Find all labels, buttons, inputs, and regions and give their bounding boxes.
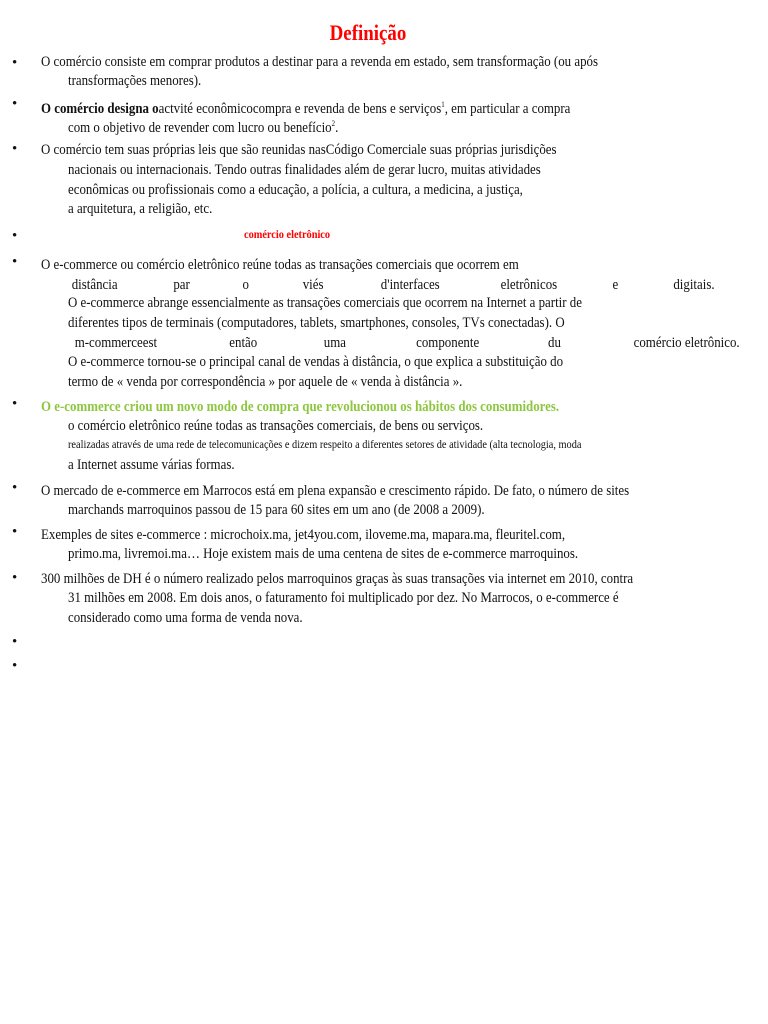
word: digitais. (673, 277, 715, 293)
paragraph-line: 300 milhões de DH é o número realizado pelos marroquinos graças às suas transações via internet em 2010, contra (41, 571, 634, 587)
text-span: com o objetivo de revender com lucro ou benefício (68, 120, 332, 136)
word: m-commerceest (74, 335, 158, 351)
bullet-icon: • (12, 141, 18, 157)
paragraph-line: a Internet assume várias formas. (68, 457, 235, 473)
word: du (547, 335, 561, 351)
paragraph-line: O e-commerce tornou-se o principal canal de vendas à distância, o que explica a substituição do (68, 354, 564, 370)
paragraph-line-justified (68, 334, 748, 352)
paragraph-line: nacionais ou internacionais. Tendo outras finalidades além de gerar lucro, muitas atividades (68, 162, 541, 178)
word: uma (323, 335, 347, 351)
page-title: Definição (329, 20, 407, 45)
word: então (228, 335, 257, 351)
bullet-icon: • (12, 658, 18, 674)
paragraph-line: o comércio eletrônico reúne todas as transações comerciais, de bens ou serviços. (68, 418, 484, 434)
word: e (612, 277, 619, 293)
footnote-mark: 1 (441, 100, 445, 109)
bullet-icon: • (12, 254, 18, 270)
word: comércio eletrônico. (633, 335, 740, 351)
paragraph-line: O comércio consiste em comprar produtos a destinar para a revenda em estado, sem transformação (ou após (41, 54, 599, 70)
paragraph-line: Exemples de sites e-commerce : microchoix.ma, jet4you.com, iloveme.ma, mapara.ma, fleuritel.com, (41, 527, 566, 543)
paragraph-line: diferentes tipos de terminais (computadores, tablets, smartphones, consoles, TVs conectadas). O (68, 315, 565, 331)
word: viés (302, 277, 324, 293)
paragraph-line: a arquitetura, a religião, etc. (68, 201, 213, 217)
paragraph-line-small: realizadas através de uma rede de telecomunicações e dizem respeito a diferentes setores de atividade (alta tecnologia, moda (68, 437, 582, 451)
footnote-mark: 2 (331, 119, 336, 128)
paragraph-line (68, 115, 338, 137)
paragraph-line-justified (68, 276, 718, 294)
text-span: , em particular a compra (444, 101, 571, 117)
highlight-line: O e-commerce criou um novo modo de compra que revolucionou os hábitos dos consumidores. (41, 399, 560, 415)
bullet-icon: • (12, 634, 18, 650)
paragraph-line: primo.ma, livremoi.ma… Hoje existem mais de uma centena de sites de e-commerce marroquinos. (68, 546, 579, 562)
bullet-icon: • (12, 396, 18, 412)
bullet-icon: • (12, 55, 18, 71)
paragraph-line: O comércio tem suas próprias leis que são reunidas nasCódigo Comerciale suas próprias jurisdições (41, 142, 557, 158)
word: distância (71, 277, 118, 293)
word: par (173, 277, 191, 293)
text-span: actvité econômicocompra e revenda de bens e serviços (158, 101, 442, 117)
paragraph-line: 31 milhões em 2008. Em dois anos, o faturamento foi multiplicado por dez. No Marrocos, o e-commerce é (68, 590, 619, 606)
bullet-icon: • (12, 480, 18, 496)
paragraph-line: O mercado de e-commerce em Marrocos está em plena expansão e crescimento rápido. De fato, o número de sites (41, 483, 630, 499)
word: o (242, 277, 250, 293)
paragraph-line: econômicas ou profissionais como a educação, a polícia, a cultura, a medicina, a justiça, (68, 182, 523, 198)
paragraph-line: marchands marroquinos passou de 15 para 60 sites em um ano (de 2008 a 2009). (68, 502, 485, 518)
paragraph-line: considerado como uma forma de venda nova. (68, 610, 303, 626)
paragraph-line: O e-commerce ou comércio eletrônico reúne todas as transações comerciais que ocorrem em (41, 257, 519, 273)
word: eletrônicos (500, 277, 557, 293)
bold-text: O comércio designa o (41, 101, 159, 117)
text-span: . (335, 120, 339, 136)
paragraph-line: O e-commerce abrange essencialmente as transações comerciais que ocorrem na Internet a partir de (68, 295, 582, 311)
section-heading: comércio eletrônico (244, 227, 331, 241)
bullet-icon: • (12, 228, 18, 244)
bullet-icon: • (12, 96, 18, 112)
paragraph-line: termo de « venda por correspondência » por aquele de « venda à distância ». (68, 374, 463, 390)
bullet-icon: • (12, 524, 18, 540)
word: componente (415, 335, 479, 351)
paragraph-line: transformações menores). (68, 73, 202, 89)
word: d'interfaces (380, 277, 440, 293)
bullet-icon: • (12, 570, 18, 586)
